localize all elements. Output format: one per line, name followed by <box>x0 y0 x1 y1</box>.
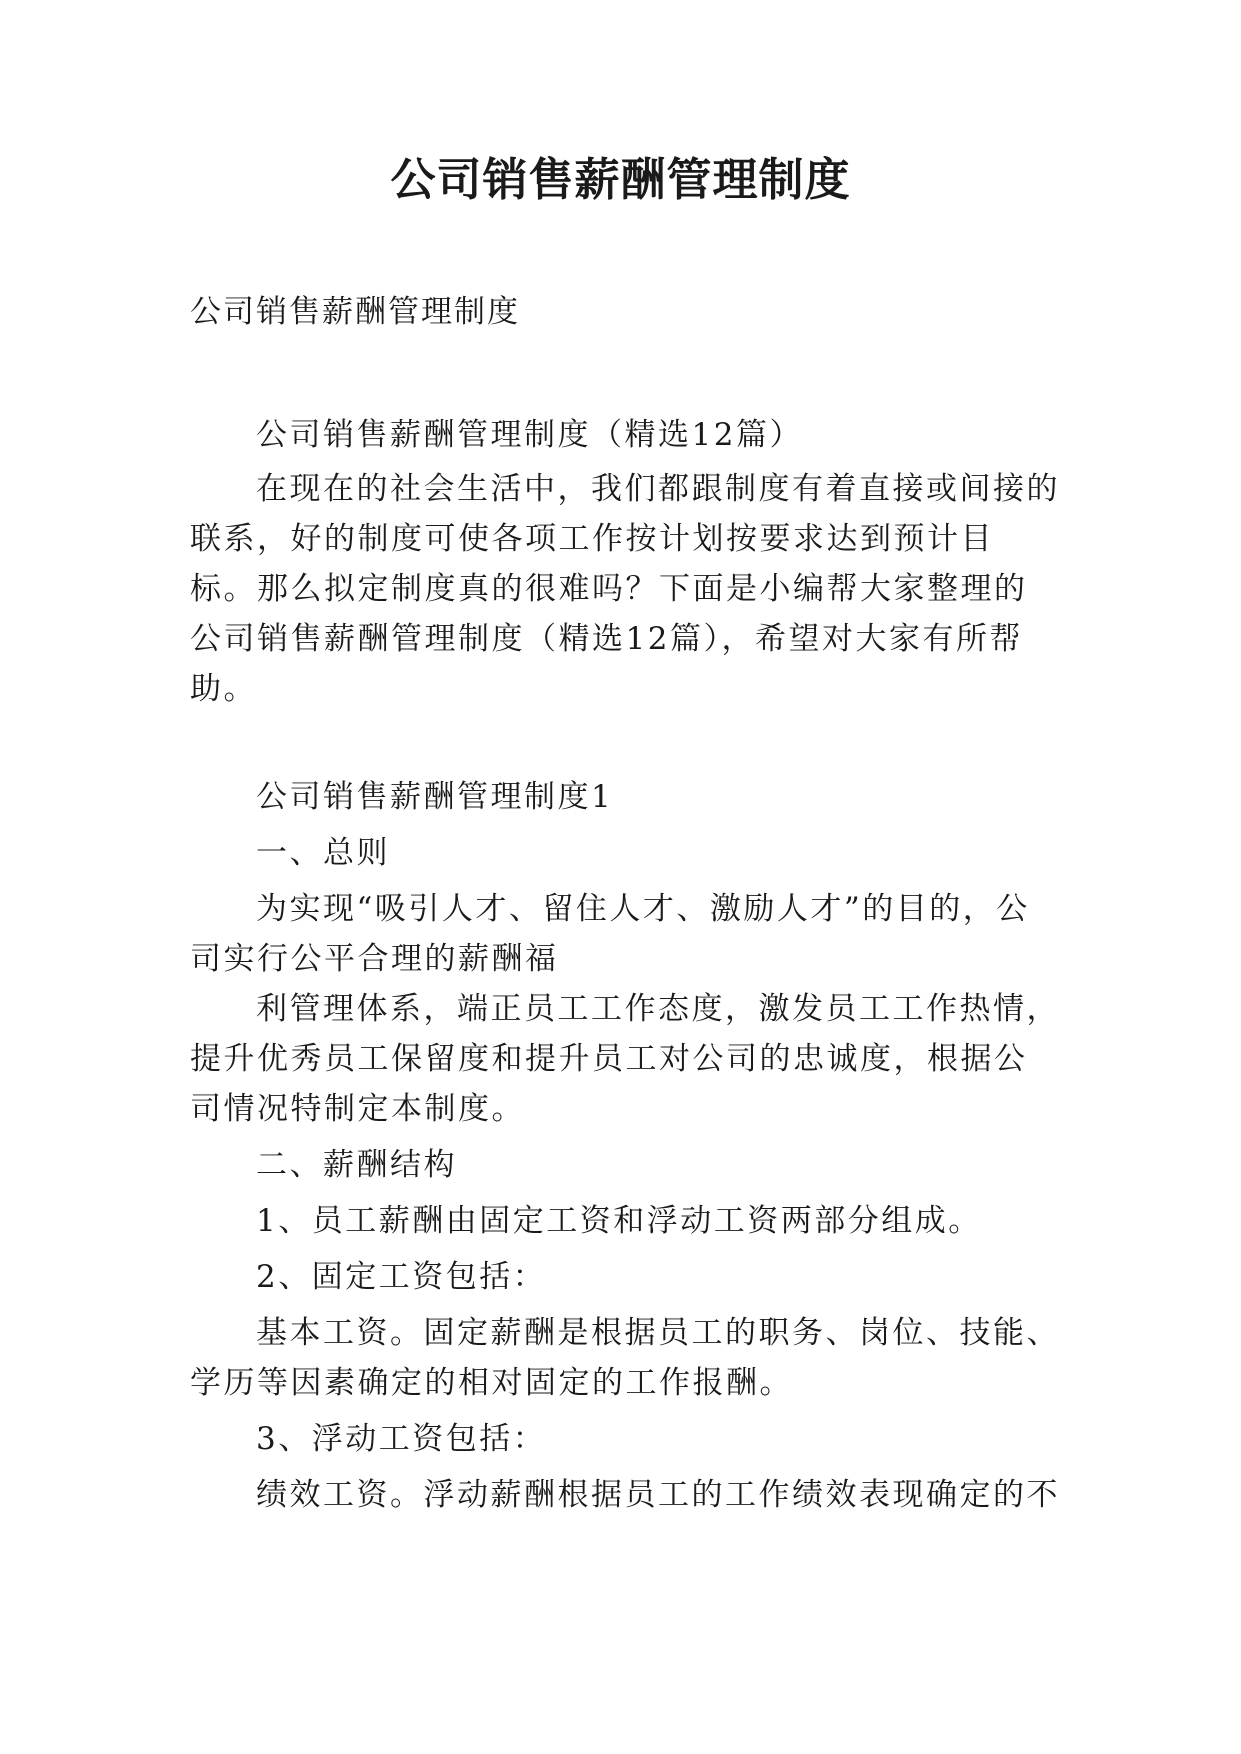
document-body <box>190 410 1060 1536</box>
document-title: 公司销售薪酬管理制度 <box>390 153 851 206</box>
paragraph: 基本工资。固定薪酬是根据员工的职务、岗位、技能、学历等因素确定的相对固定的工作报酬。 <box>190 1315 1060 1401</box>
paragraph: 在现在的社会生活中，我们都跟制度有着直接或间接的联系，好的制度可使各项工作按计划按要求达到预计目标。那么拟定制度真的很难吗？下面是小编帮大家整理的公司销售薪酬管理制度（精选12篇），希望对大家有所帮助。 <box>190 471 1060 707</box>
paragraph: 公司销售薪酬管理制度1 <box>256 779 614 815</box>
paragraph: 二、薪酬结构 <box>256 1147 457 1183</box>
document-subtitle: 公司销售薪酬管理制度 <box>190 294 520 330</box>
paragraph: 公司销售薪酬管理制度（精选12篇） <box>256 417 803 453</box>
paragraph: 3、浮动工资包括： <box>256 1421 547 1457</box>
paragraph: 2、固定工资包括： <box>256 1259 547 1295</box>
paragraph: 利管理体系，端正员工工作态度，激发员工工作热情，提升优秀员工保留度和提升员工对公司的忠诚度，根据公司情况特制定本制度。 <box>190 991 1060 1127</box>
paragraph: 一、总则 <box>256 835 390 871</box>
paragraph: 为实现“吸引人才、留住人才、激励人才”的目的，公司实行公平合理的薪酬福 <box>190 891 1030 977</box>
paragraph: 1、员工薪酬由固定工资和浮动工资两部分组成。 <box>256 1203 982 1239</box>
paragraph: 绩效工资。浮动薪酬根据员工的工作绩效表现确定的不 <box>256 1477 1060 1513</box>
